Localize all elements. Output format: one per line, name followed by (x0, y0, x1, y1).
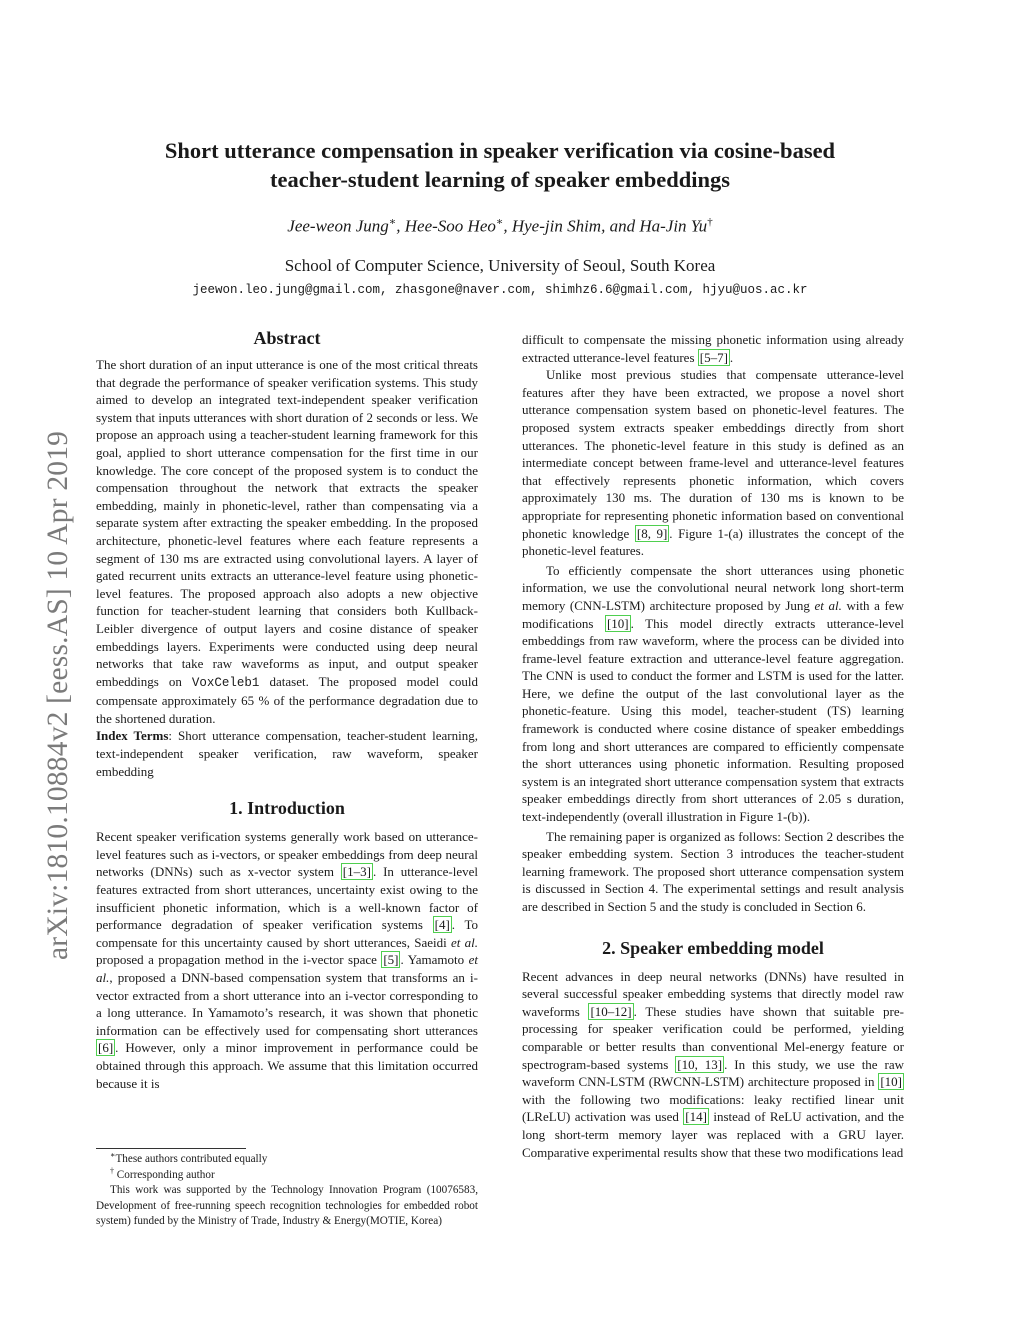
dataset-name: VoxCeleb1 (191, 675, 260, 690)
citation-link[interactable]: [10–12] (590, 1003, 632, 1019)
title-line-1: Short utterance compensation in speaker verification via cosine-based (164, 138, 836, 163)
arxiv-identifier: arXiv:1810.10884v2 [eess.AS] 10 Apr 2019 (42, 430, 74, 960)
abstract-heading: Abstract (253, 328, 321, 348)
author-list (96, 210, 904, 239)
footnotes (96, 1148, 478, 1230)
citation-link[interactable]: [10] (880, 1074, 902, 1090)
intro-paragraph: Recent speaker verification systems generally work based on utterance-level features such as i-vectors, or speaker embeddings from deep neural networks (DNNs) such as x-vector system [1–3] . In utterance-level features extracted from short utterances, uncertainty exist owing to the insufficient phonetic information, which is a well-known factor of performance degradation of speaker verification systems [4] . To compensate for this uncertainty caused by short utterances, Saeidi et al. proposed a propagation method in the i-vector space [5] . Yamamoto et al., proposed a DNN-based compensation system that transforms an i-vector extracted from a short utterance into an i-vector corresponding to a long utterance. In Yamamoto’s research, it was shown that phonetic information can be effectively used for compensating short utterances [6] . However, only a minor improvement in performance could be obtained through this approach. We assume that this limitation occurred because it is (96, 829, 478, 1091)
citation-link[interactable]: [4] (434, 917, 450, 933)
footnote-corresponding: † Corresponding author (110, 1165, 215, 1181)
author-3-4: , Hye-jin Shim, and Ha-Jin Yu (503, 216, 708, 236)
right-column (522, 331, 904, 1161)
citation-link[interactable]: [8, 9] (636, 525, 668, 541)
intro-heading: 1. Introduction (229, 798, 345, 819)
footnote-equal: ∗These authors contributed equally (110, 1150, 268, 1165)
intro-continued: difficult to compensate the missing phonetic information using already extracted utterance-level features [5–7] . (522, 332, 904, 365)
citation-link[interactable]: [10, 13] (677, 1056, 723, 1072)
footnote-rule (96, 1148, 246, 1149)
equal-contrib-mark: ∗ (388, 216, 397, 228)
intro-paragraph-4: The remaining paper is organized as follows: Section 2 describes the speaker embedding system. Section 3 introduces the teacher-student learning framework. The proposed short utterance compensation system is discussed in Section 4. The experimental settings and result analysis are described in Section 5 and the study is concluded in Section 6. (522, 828, 904, 914)
intro-paragraph-2: Unlike most previous studies that compensate utterance-level features after they have been extracted, we propose a novel short utterance compensation system based on phonetic-level features. The proposed system extracts speaker embeddings directly from short utterances. The phonetic-level feature in this study is defined as an intermediate concept between frame-level and utterance-level features that effectively represents phonetic information, which covers approximately 130 ms. The duration of 130 ms is known to be appropriate for representing phonetic information based on conventional phonetic knowledge [8, 9] . Figure 1-(a) illustrates the concept of the phonetic-level features. (522, 367, 904, 559)
section-2-paragraph: Recent advances in deep neural networks (DNNs) have resulted in several successful speaker embedding systems that directly model raw waveforms [10–12] . These studies have shown that suitable pre-processing for speaker verification could be performed, yielding comparable or better results than conventional Mel-energy feature or spectrogram-based systems [10, 13] . In this study, we use the raw waveform CNN-LSTM (RWCNN-LSTM) architecture proposed in [10] with the following two modifications: leaky rectified linear unit (LReLU) activation was used [14] instead of ReLU activation, and the long short-term memory layer was replaced with a GRU layer. Comparative experimental results show that these two modifications lead (522, 968, 904, 1160)
abstract-body: The short duration of an input utterance is one of the most critical threats that degrade the performance of speaker verification systems. This study aimed to develop an integrated text-independent speaker verification system that inputs utterances with short duration of 2 seconds or less. We propose an approach using a teacher-student learning framework for this goal, applied to short utterance compensation for the first time in our knowledge. The core concept of the proposed system is to conduct the compensation throughout the network that extracts the speaker embedding, mainly in phonetic-level, rather than compensating via a separate system after extracting the speaker embedding. In the proposed architecture, phonetic-level features where each feature represents a segment of 130 ms are extracted using convolutional layers. A layer of gated recurrent units extracts an utterance-level feature using phonetic-level features. The proposed approach also adopts a new objective function for teacher-student learning that considers both Kullback-Leibler divergence of output layers and cosine distance of speaker embeddings layers. Experiments were conducted using deep neural networks that take raw waveforms as input, and output speaker embeddings on VoxCeleb1 dataset. The proposed model could compensate approximately 65 % of the performance degradation due to the shortened duration. (96, 357, 479, 726)
intro-paragraph-3: To efficiently compensate the short utterances using phonetic information, we use the convolutional neural network long short-term memory (CNN-LSTM) architecture proposed by Jung et al. with a few modifications [10] . This model directly extracts utterance-level embeddings from raw waveform, where the process can be divided into frame-level feature extraction and utterance-level feature aggregation. The CNN is used to conduct the former and LSTM is used for the latter. Here, we define the output of the last convolutional layer as the phonetic-feature. Using this model, teacher-student (TS) learning framework is conducted where cosine distance of speaker embeddings from long and short utterances are compared to efficiently compensate the short utterances using phonetic information. Resulting proposed system is an integrated short utterance compensation system that extracts speaker embeddings directly from short utterances of 2.05 s duration, text-independently (overall illustration in Figure 1-(b)). (522, 562, 904, 825)
citation-link[interactable]: [10] (606, 615, 629, 631)
citation-link[interactable]: [1–3] (342, 864, 371, 880)
citation-link[interactable]: [14] (685, 1109, 707, 1125)
citation-link[interactable]: [5] (383, 952, 399, 968)
section-2-heading: 2. Speaker embedding model (602, 937, 824, 958)
title-line-2: teacher-student learning of speaker embeddings (270, 167, 730, 192)
left-column (96, 326, 478, 1092)
citation-link[interactable]: [6] (98, 1040, 114, 1056)
author-1: Jee-weon Jung (287, 216, 389, 236)
author-emails: jeewon.leo.jung@gmail.com, zhasgone@naver.com, shimhz6.6@gmail.com, hjyu@uos.ac.kr (192, 283, 808, 297)
affiliation: School of Computer Science, University of Seoul, South Korea (284, 256, 716, 275)
paper-title (96, 136, 904, 194)
citation-link[interactable]: [5–7] (699, 349, 728, 365)
footnote-funding: This work was supported by the Technology Innovation Program (10076583, Development of free-running speech recognition technologies for embedded robot system) funded by the Ministry of Trade, Industry & Energy(MOTIE, Korea) (96, 1184, 478, 1227)
author-2: , Hee-Soo Heo (396, 216, 496, 236)
index-terms: Index Terms: Short utterance compensation, teacher-student learning, text-independent speaker verification, raw waveform, speaker embedding (96, 728, 478, 779)
corresponding-mark: † (707, 216, 713, 228)
equal-contrib-mark: ∗ (495, 216, 504, 228)
